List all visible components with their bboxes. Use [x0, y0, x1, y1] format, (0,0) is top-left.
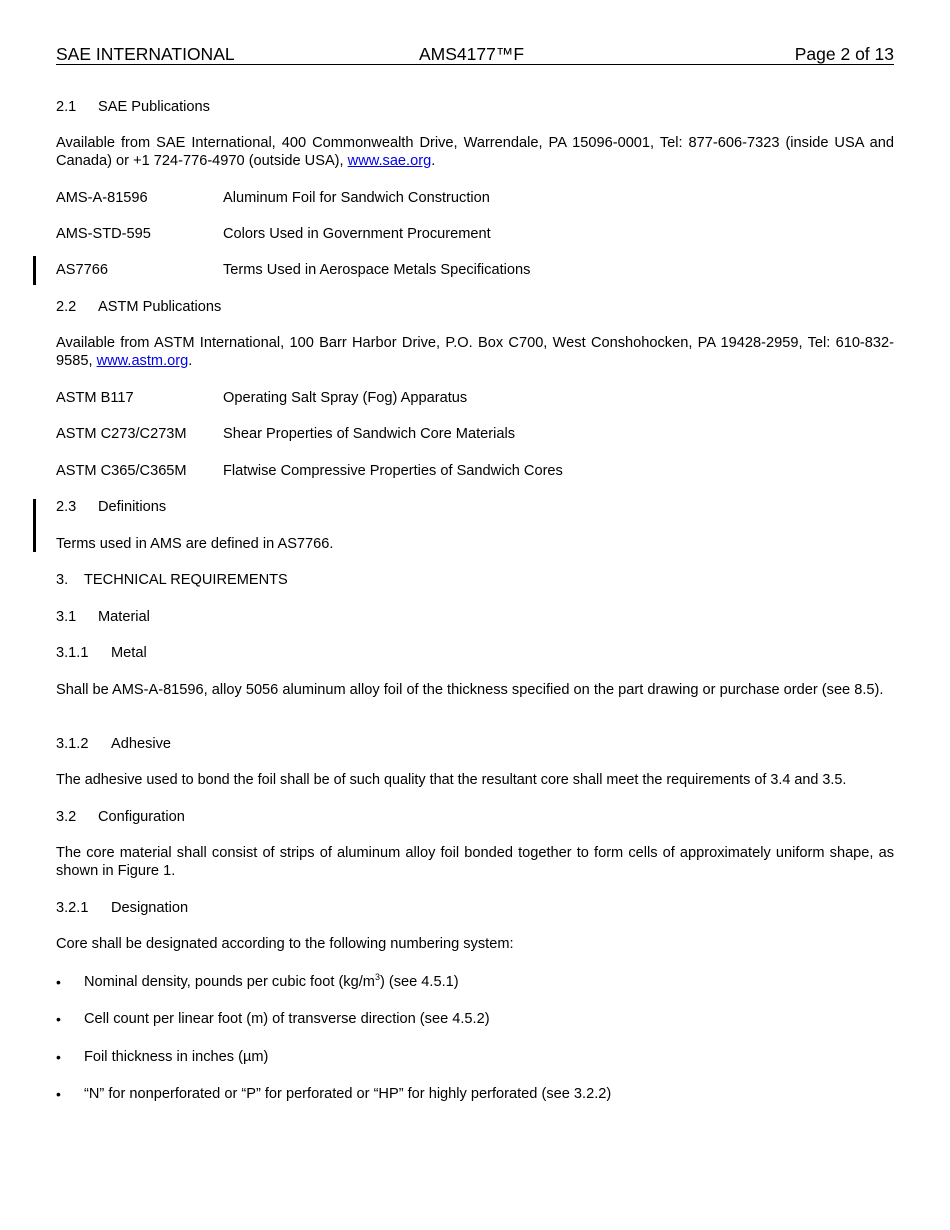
bullet-marker: • — [56, 974, 61, 990]
page-header — [56, 44, 894, 65]
section-3-1-title: Material — [98, 609, 150, 625]
section-3-2-1-text: Core shall be designated according to the following numbering system: — [56, 936, 514, 952]
designation-list-item: Foil thickness in inches (µm) — [84, 1049, 269, 1065]
section-2-1-availability — [56, 134, 894, 170]
section-3-1-2-number: 3.1.2 — [56, 736, 89, 752]
section-2-2-title: ASTM Publications — [98, 299, 222, 315]
astm-availability-text: Available from ASTM International, 100 Barr Harbor Drive, P.O. Box C700, West Conshohocken, PA 19428-2959, Tel: 610-832-9585, — [56, 335, 894, 369]
ref-code: ASTM C365/C365M — [56, 463, 187, 479]
bullet-marker: • — [56, 1049, 61, 1065]
section-3-1-2-text: The adhesive used to bond the foil shall be of such quality that the resultant core shall meet the requirements of 3.4 and 3.5. — [56, 772, 847, 788]
revision-change-bar — [33, 499, 36, 552]
section-3-number: 3. — [56, 572, 69, 588]
designation-list-item — [84, 973, 459, 991]
ref-title: Terms Used in Aerospace Metals Specifications — [223, 262, 531, 278]
sae-availability-end: . — [431, 153, 436, 169]
ref-code: AMS-STD-595 — [56, 226, 151, 242]
designation-list-item: “N” for nonperforated or “P” for perforated or “HP” for highly perforated (see 3.2.2) — [84, 1086, 612, 1102]
section-2-3-title: Definitions — [98, 499, 167, 515]
revision-change-bar — [33, 256, 36, 285]
bullet-marker: • — [56, 1086, 61, 1102]
ref-code: ASTM B117 — [56, 390, 134, 406]
section-2-1-title: SAE Publications — [98, 99, 210, 115]
section-2-2-number: 2.2 — [56, 299, 77, 315]
section-3-1-number: 3.1 — [56, 609, 77, 625]
section-2-3-text: Terms used in AMS are defined in AS7766. — [56, 536, 334, 552]
ref-title: Operating Salt Spray (Fog) Apparatus — [223, 390, 468, 406]
section-3-2-text: The core material shall consist of strips of aluminum alloy foil bonded together to form cells of approximately uniform shape, as shown in Figure 1. — [56, 845, 894, 879]
section-3-1-1-title: Metal — [111, 645, 147, 661]
section-3-2-1-title: Designation — [111, 900, 189, 916]
section-2-2-availability — [56, 334, 894, 370]
sae-website-link[interactable]: www.sae.org — [347, 153, 432, 169]
list-item-text: Nominal density, pounds per cubic foot (kg/m — [84, 974, 375, 990]
designation-list-item: Cell count per linear foot (m) of transverse direction (see 4.5.2) — [84, 1011, 490, 1027]
ref-title: Aluminum Foil for Sandwich Construction — [223, 190, 490, 206]
ref-title: Shear Properties of Sandwich Core Materials — [223, 426, 516, 442]
section-3-2-1-number: 3.2.1 — [56, 900, 89, 916]
bullet-marker: • — [56, 1011, 61, 1027]
header-org: SAE INTERNATIONAL — [56, 44, 235, 64]
astm-availability-end: . — [188, 353, 193, 369]
ref-code: ASTM C273/C273M — [56, 426, 187, 442]
header-doc-id: AMS4177™F — [419, 44, 525, 64]
list-item-text: ) (see 4.5.1) — [379, 974, 459, 990]
section-3-1-1-text: Shall be AMS-A-81596, alloy 5056 aluminum alloy foil of the thickness specified on the part drawing or purchase order (see 8.5). — [56, 682, 884, 698]
astm-website-link[interactable]: www.astm.org — [96, 353, 189, 369]
section-3-2-title: Configuration — [98, 809, 185, 825]
section-2-3-number: 2.3 — [56, 499, 77, 515]
ref-code: AMS-A-81596 — [56, 190, 148, 206]
header-page-number: Page 2 of 13 — [794, 44, 894, 64]
section-3-title: TECHNICAL REQUIREMENTS — [84, 572, 288, 588]
ref-code: AS7766 — [56, 262, 108, 278]
section-3-2-number: 3.2 — [56, 809, 77, 825]
ref-title: Colors Used in Government Procurement — [223, 226, 491, 242]
section-3-1-1-number: 3.1.1 — [56, 645, 89, 661]
section-3-1-2-title: Adhesive — [111, 736, 172, 752]
superscript: 3 — [374, 972, 380, 983]
ref-title: Flatwise Compressive Properties of Sandwich Cores — [223, 463, 563, 479]
sae-availability-text: Available from SAE International, 400 Commonwealth Drive, Warrendale, PA 15096-0001, Tel: 877-606-7323 (inside USA and Canada) or +1 724-776-4970 (outside USA), — [56, 135, 894, 169]
section-2-1-number: 2.1 — [56, 99, 77, 115]
